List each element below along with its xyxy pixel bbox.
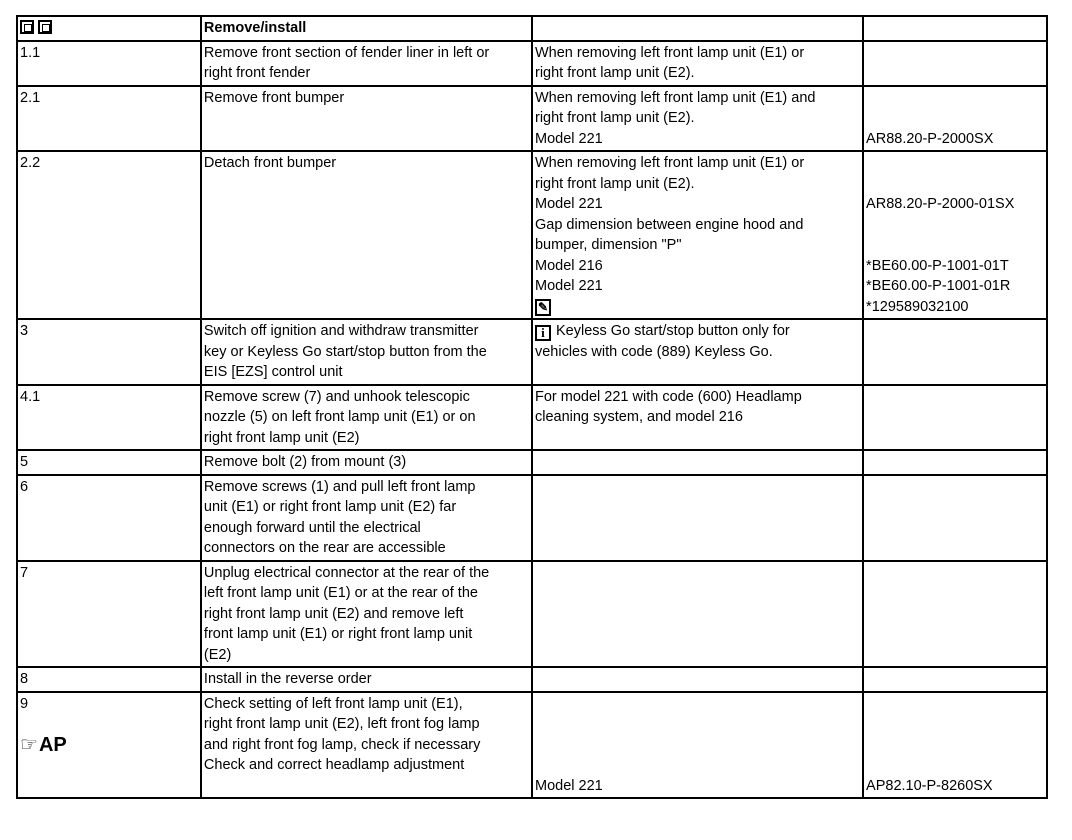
note-line: right front lamp unit (E2). [534, 65, 695, 81]
table-row [17, 41, 1047, 86]
header-empty-cell [532, 16, 863, 41]
step-action [201, 667, 532, 692]
note-line: Gap dimension between engine hood and [534, 216, 804, 233]
step-notes [532, 319, 863, 385]
action-line: Remove screw (7) and unhook telescopic [203, 388, 470, 405]
action-line: Detach front bumper [203, 155, 337, 171]
step-notes [532, 41, 863, 86]
action-line: left front lamp unit (E1) or at the rear of the [203, 585, 478, 601]
action-line: key or Keyless Go start/stop button from the [203, 343, 487, 360]
step-action [201, 41, 532, 86]
action-line: right front fender [203, 65, 311, 81]
step-action [201, 561, 532, 668]
step-refs [863, 151, 1047, 319]
step-refs [863, 86, 1047, 152]
action-line: and right front fog lamp, check if necessary [203, 736, 481, 753]
action-line: right front lamp unit (E2) [203, 429, 360, 446]
step-number-cell [17, 692, 201, 799]
grid-icon [20, 20, 34, 34]
note-line: When removing left front lamp unit (E1) and [534, 89, 816, 106]
table-row [17, 86, 1047, 152]
table-row [17, 319, 1047, 385]
procedure-table [16, 15, 1048, 799]
table-row [17, 385, 1047, 451]
action-line: front lamp unit (E1) or right front lamp unit [203, 626, 473, 642]
action-line: unit (E1) or right front lamp unit (E2) far [203, 499, 457, 515]
action-line: Remove front bumper [203, 89, 345, 106]
action-line: nozzle (5) on left front lamp unit (E1) or on [203, 409, 476, 425]
step-number: 5 [17, 450, 201, 475]
step-refs [863, 561, 1047, 668]
action-line: Install in the reverse order [203, 671, 372, 687]
grid-icon [38, 20, 52, 34]
action-line: Check and correct headlamp adjustment [203, 757, 465, 773]
action-line: (E2) [203, 646, 232, 663]
reference-link[interactable]: AP82.10-P-8260SX [866, 777, 993, 794]
ap-marker[interactable]: AP [38, 733, 67, 756]
step-notes [532, 385, 863, 451]
step-action [201, 692, 532, 799]
info-icon[interactable]: i [535, 325, 551, 341]
step-action [201, 86, 532, 152]
step-number: 2.1 [17, 86, 201, 152]
note-line: Model 221 [534, 278, 603, 294]
step-refs [863, 692, 1047, 799]
note-line: Model 221 [534, 196, 603, 212]
step-number: 6 [17, 475, 201, 561]
table-row [17, 692, 1047, 799]
action-line: right front lamp unit (E2), left front fog lamp [203, 716, 480, 732]
note-line: When removing left front lamp unit (E1) or [534, 155, 805, 171]
note-line: For model 221 with code (600) Headlamp [534, 388, 802, 405]
step-number: 4.1 [17, 385, 201, 451]
action-line: Unplug electrical connector at the rear of the [203, 564, 490, 581]
step-number: 7 [17, 561, 201, 668]
step-number: 9 [20, 695, 29, 712]
step-notes [532, 151, 863, 319]
step-action [201, 475, 532, 561]
note-line: cleaning system, and model 216 [534, 409, 743, 425]
reference-link[interactable]: *129589032100 [866, 298, 969, 315]
step-notes [532, 561, 863, 668]
step-action [201, 385, 532, 451]
note-line: right front lamp unit (E2). [534, 175, 695, 192]
note-line: Model 216 [534, 257, 603, 274]
pointing-hand-icon[interactable]: ☞ [20, 733, 38, 756]
step-number: 3 [17, 319, 201, 385]
reference-link[interactable]: *BE60.00-P-1001-01R [866, 278, 1011, 294]
reference-link[interactable]: *BE60.00-P-1001-01T [866, 257, 1009, 274]
step-refs [863, 41, 1047, 86]
header-icons-cell [17, 16, 201, 41]
table-row [17, 475, 1047, 561]
step-notes [532, 450, 863, 475]
table-row [17, 450, 1047, 475]
step-refs [863, 475, 1047, 561]
note-line: right front lamp unit (E2). [534, 110, 695, 126]
step-refs [863, 385, 1047, 451]
step-number: 2.2 [17, 151, 201, 319]
action-line: right front lamp unit (E2) and remove left [203, 605, 464, 622]
header-row [17, 16, 1047, 41]
table-row [17, 667, 1047, 692]
note-line: bumper, dimension "P" [534, 237, 682, 253]
reference-link[interactable]: AR88.20-P-2000-01SX [866, 196, 1015, 212]
action-line: enough forward until the electrical [203, 519, 421, 536]
action-line: Check setting of left front lamp unit (E1), [203, 695, 463, 712]
note-line: vehicles with code (889) Keyless Go. [534, 343, 773, 360]
step-notes [532, 667, 863, 692]
action-line: Remove screws (1) and pull left front lamp [203, 478, 476, 495]
step-notes [532, 692, 863, 799]
reference-link[interactable]: AR88.20-P-2000SX [866, 130, 994, 147]
step-number: 8 [17, 667, 201, 692]
step-notes [532, 86, 863, 152]
step-action [201, 319, 532, 385]
step-refs [863, 667, 1047, 692]
header-empty-cell [863, 16, 1047, 41]
action-line: Remove front section of fender liner in left or [203, 44, 490, 61]
note-line: Model 221 [534, 777, 603, 794]
table-row [17, 151, 1047, 319]
action-line: Remove bolt (2) from mount (3) [203, 454, 407, 470]
step-number: 1.1 [17, 41, 201, 86]
action-line: connectors on the rear are accessible [203, 540, 446, 556]
note-line: Model 221 [534, 130, 603, 147]
action-line: EIS [EZS] control unit [203, 364, 343, 380]
note-line: Keyless Go start/stop button only for [555, 323, 790, 339]
step-refs [863, 319, 1047, 385]
note-line: When removing left front lamp unit (E1) or [534, 44, 805, 61]
step-action [201, 450, 532, 475]
header-title: Remove/install [201, 16, 532, 41]
step-action [201, 151, 532, 319]
table-row [17, 561, 1047, 668]
action-line: Switch off ignition and withdraw transmitter [203, 323, 479, 339]
special-tool-icon[interactable]: ✎ [535, 299, 551, 316]
step-refs [863, 450, 1047, 475]
step-notes [532, 475, 863, 561]
